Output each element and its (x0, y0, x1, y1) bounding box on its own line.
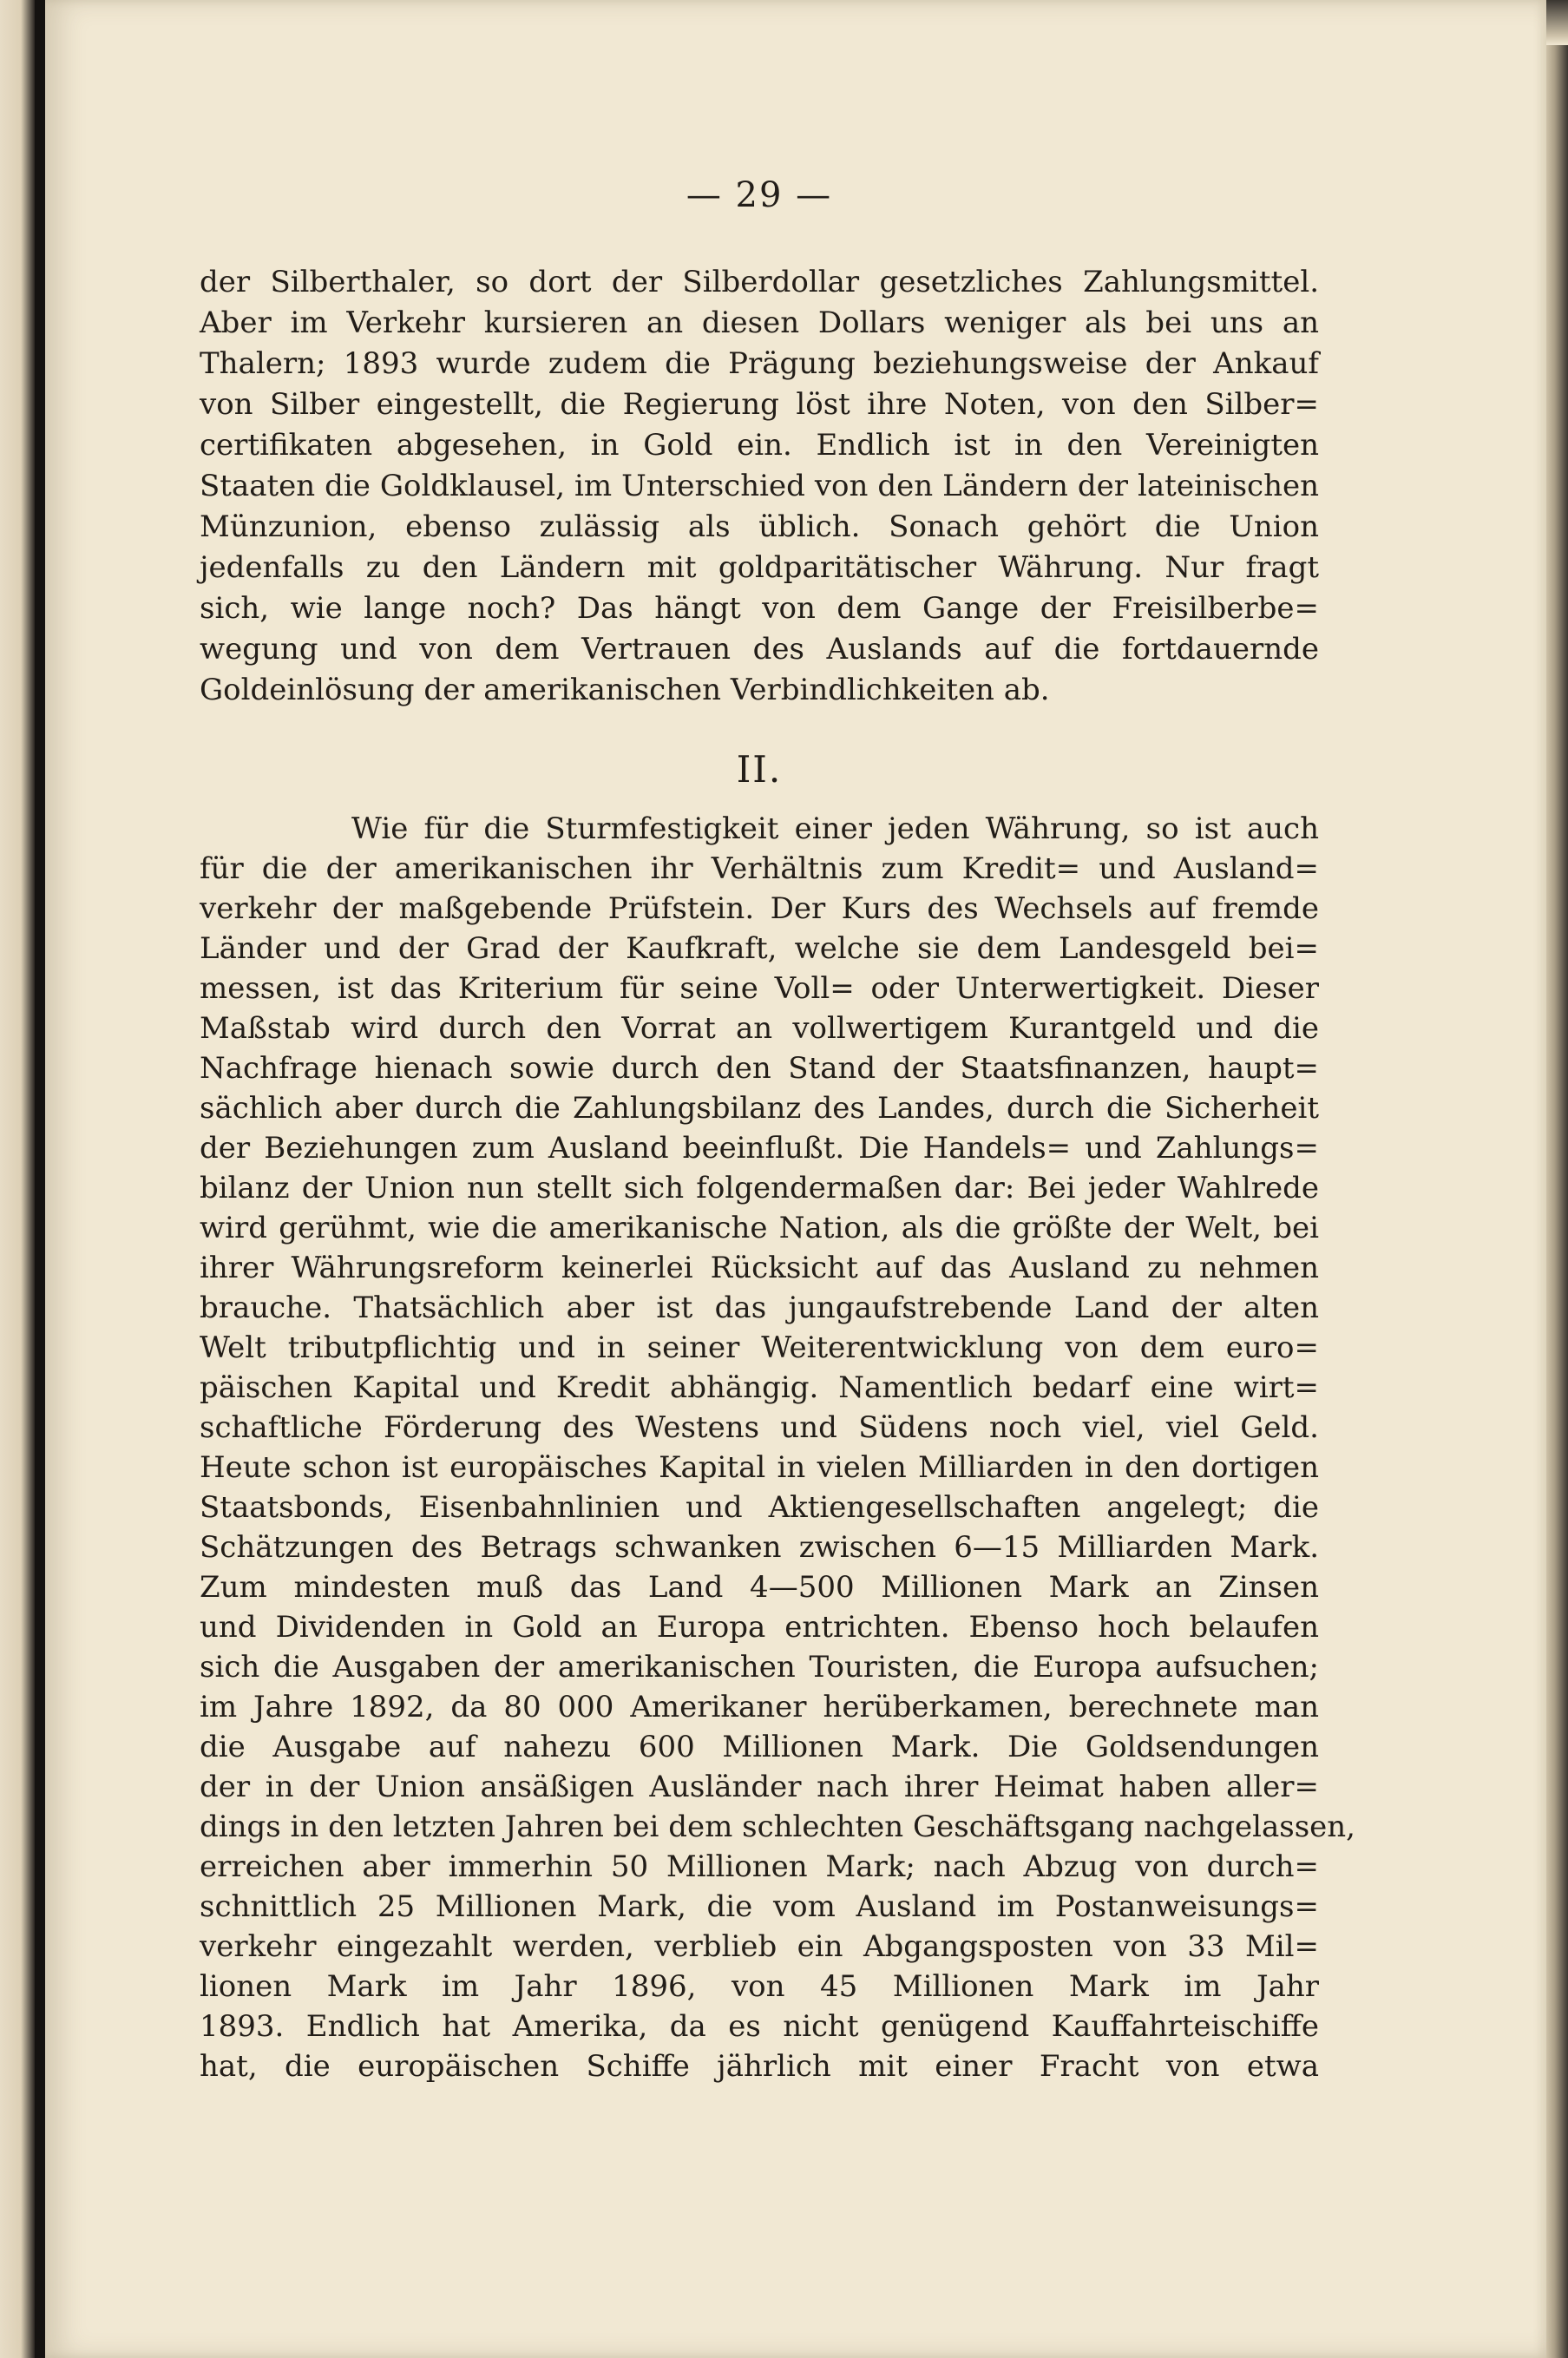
text-line: jedenfalls zu den Ländern mit goldparitätischer Währung. Nur fragt (200, 550, 1319, 585)
text-line: im Jahre 1892, da 80 000 Amerikaner herüberkamen, berechnete man (200, 1690, 1319, 1724)
text-line: Welt tributpflichtig und in seiner Weiterentwicklung von dem euro= (200, 1330, 1319, 1365)
text-line: sich die Ausgaben der amerikanischen Touristen, die Europa aufsuchen; (200, 1650, 1319, 1685)
section-heading: II. (736, 748, 783, 791)
text-line: messen, ist das Kriterium für seine Voll= oder Unterwertigkeit. Dieser (200, 971, 1319, 1006)
text-line: Schätzungen des Betrags schwanken zwischen 6—15 Milliarden Mark. (200, 1530, 1319, 1565)
text-line: Wie für die Sturmfestigkeit einer jeden Währung, so ist auch (351, 811, 1319, 846)
previous-page-edge (0, 0, 35, 2358)
text-line: sich, wie lange noch? Das hängt von dem Gange der Freisilberbe= (200, 591, 1319, 626)
text-line: Münzunion, ebenso zulässig als üblich. Sonach gehört die Union (200, 509, 1319, 544)
text-line: Zum mindesten muß das Land 4—500 Millionen Mark an Zinsen (200, 1570, 1319, 1605)
text-line: von Silber eingestellt, die Regierung löst ihre Noten, von den Silber= (200, 387, 1319, 422)
page-sheet (45, 0, 1546, 2358)
text-line: der Silberthaler, so dort der Silberdollar gesetzliches Zahlungsmittel. (200, 265, 1319, 299)
text-line: brauche. Thatsächlich aber ist das jungaufstrebende Land der alten (200, 1291, 1319, 1325)
page-number: — 29 — (686, 175, 833, 215)
book-gutter (35, 0, 45, 2358)
text-line: Goldeinlösung der amerikanischen Verbindlichkeiten ab. (200, 673, 1050, 707)
text-line: dings in den letzten Jahren bei dem schlechten Geschäftsgang nachgelassen, (200, 1810, 1355, 1844)
text-line: sächlich aber durch die Zahlungsbilanz des Landes, durch die Sicherheit (200, 1091, 1319, 1126)
text-line: certifikaten abgesehen, in Gold ein. Endlich ist in den Vereinigten (200, 428, 1319, 463)
text-line: bilanz der Union nun stellt sich folgendermaßen dar: Bei jeder Wahlrede (200, 1171, 1319, 1205)
text-line: die Ausgabe auf nahezu 600 Millionen Mark. Die Goldsendungen (200, 1730, 1319, 1764)
text-line: Maßstab wird durch den Vorrat an vollwertigem Kurantgeld und die (200, 1011, 1319, 1046)
text-line: ihrer Währungsreform keinerlei Rücksicht auf das Ausland zu nehmen (200, 1251, 1319, 1285)
text-line: Heute schon ist europäisches Kapital in vielen Milliarden in den dortigen (200, 1450, 1319, 1485)
text-line: wird gerühmt, wie die amerikanische Nation, als die größte der Welt, bei (200, 1211, 1319, 1245)
text-line: hat, die europäischen Schiffe jährlich mit einer Fracht von etwa (200, 2049, 1319, 2084)
text-line: und Dividenden in Gold an Europa entrichten. Ebenso hoch belaufen (200, 1610, 1319, 1645)
text-line: der Beziehungen zum Ausland beeinflußt. Die Handels= und Zahlungs= (200, 1131, 1319, 1166)
text-line: Länder und der Grad der Kaufkraft, welche sie dem Landesgeld bei= (200, 931, 1319, 966)
text-line: Staaten die Goldklausel, im Unterschied von den Ländern der lateinischen (200, 469, 1319, 503)
text-line: wegung und von dem Vertrauen des Auslands auf die fortdauernde (200, 632, 1319, 667)
text-line: der in der Union ansäßigen Ausländer nach ihrer Heimat haben aller= (200, 1770, 1319, 1804)
text-line: schaftliche Förderung des Westens und Südens noch viel, viel Geld. (200, 1410, 1319, 1445)
text-line: 1893. Endlich hat Amerika, da es nicht genügend Kauffahrteischiffe (200, 2009, 1319, 2044)
text-line: Aber im Verkehr kursieren an diesen Dollars weniger als bei uns an (200, 305, 1319, 340)
text-line: Staatsbonds, Eisenbahnlinien und Aktiengesellschaften angelegt; die (200, 1490, 1319, 1525)
text-line: lionen Mark im Jahr 1896, von 45 Millionen Mark im Jahr (200, 1969, 1319, 2004)
page-right-edge (1546, 45, 1568, 2358)
text-line: Nachfrage hienach sowie durch den Stand der Staatsfinanzen, haupt= (200, 1051, 1319, 1086)
text-line: schnittlich 25 Millionen Mark, die vom Ausland im Postanweisungs= (200, 1889, 1319, 1924)
text-line: erreichen aber immerhin 50 Millionen Mark; nach Abzug von durch= (200, 1849, 1319, 1884)
text-line: Thalern; 1893 wurde zudem die Prägung beziehungsweise der Ankauf (200, 346, 1319, 381)
text-line: verkehr der maßgebende Prüfstein. Der Kurs des Wechsels auf fremde (200, 891, 1319, 926)
text-line: für die der amerikanischen ihr Verhältnis zum Kredit= und Ausland= (200, 851, 1319, 886)
text-line: päischen Kapital und Kredit abhängig. Namentlich bedarf eine wirt= (200, 1370, 1319, 1405)
text-line: verkehr eingezahlt werden, verblieb ein Abgangsposten von 33 Mil= (200, 1929, 1319, 1964)
